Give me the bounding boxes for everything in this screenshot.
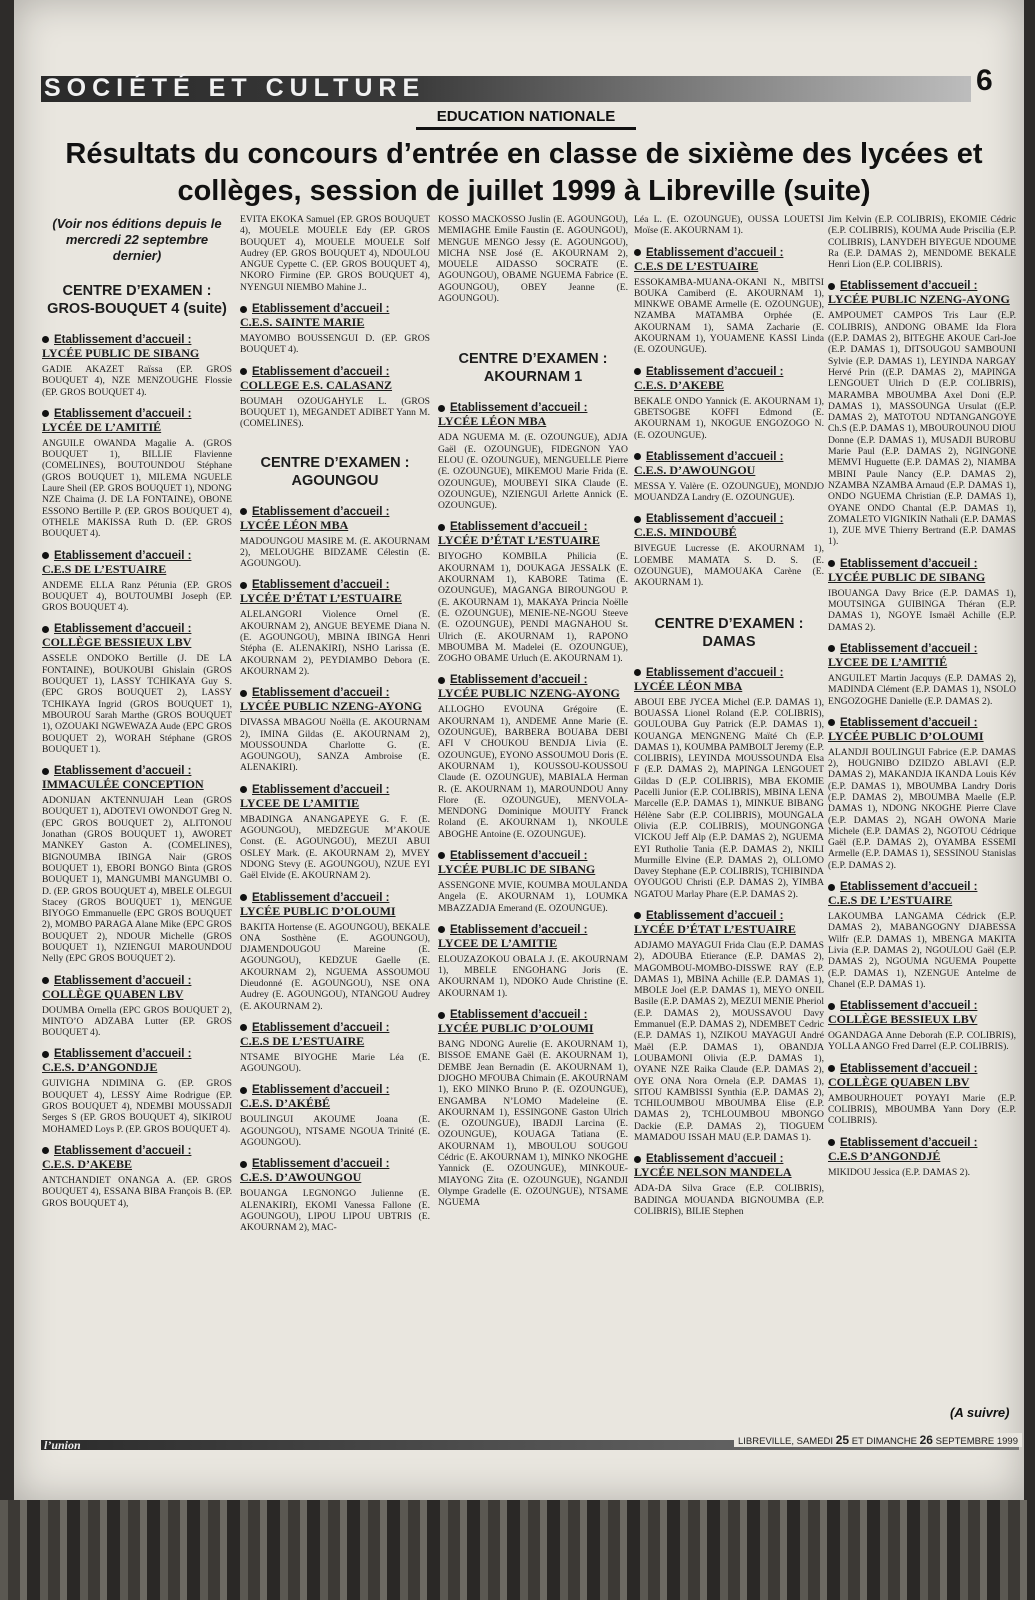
school-name: LYCÉE D’ÉTAT L’ESTUAIRE (438, 533, 600, 548)
names-paragraph: KOSSO MACKOSSO Juslin (E. AGOUNGOU), MEMIAGHE Emile Faustin (E. AGOUNGOU), MENGUE MENGO Jessy (E. AGOUNGOU), MICHA NSE José (E. AKOURNAM 2), MOUELE AIDASSO SOCRATE (E. AGOUNGOU), OBAME NGUEMA Fabrice (E. AGOUNGOU), OBEY Jeanne (E. AGOUNGOU). (438, 214, 628, 305)
establishment-label-text: Etablissement d’accueil : (252, 365, 390, 378)
establishment-block (438, 674, 628, 840)
establishment-label-text: Etablissement d’accueil : (54, 974, 192, 987)
student-list: BOULINGUI AKOUME Joana (E. AGOUNGOU), NTSAME NGOUA Trinité (E. AGOUNGOU). (240, 1114, 430, 1149)
section-title: SOCIÉTÉ ET CULTURE (44, 74, 426, 102)
newspaper-name: l’union (44, 1438, 81, 1452)
headline: Résultats du concours d’entrée en classe de sixième des lycées et collèges, session de juillet 1999 à Libreville (suite) (65, 138, 983, 207)
establishment-block (828, 1137, 1016, 1178)
bullet-icon (240, 894, 247, 901)
establishment-label (42, 550, 232, 563)
establishment-label-text: Etablissement d’accueil : (840, 1136, 978, 1149)
establishment-block (42, 765, 232, 964)
student-list: BANG NDONG Aurelie (E. AKOURNAM 1), BISSOE EMANE Gaël (E. AKOURNAM 1), DEMBE Jean Bernadin (E. AKOURNAM 1), DJOGHO MFOUBA Chimain (E. AKOURNAM 1), EKO MINKO Bruno P. (E. OZOUNGUE), ENGAMBA N’LOMO Madeleine (E. AKOURNAM 1), ESSINGONE Gaston Ulrich (E. OZOUNGUE), IBADJI Larcina (E. OZOUNGUE), KOUAGA Tatiana (E. AKOURNAM 1), MBOULOU SOUGOU Cédric (E. AKOURNAM 1), MINKO NKOGHE Yannick (E. OZOUNGUE), MINKOUE-MIAYONG Zita (E. OZOUNGUE), NGANDJI Olympe Gradelle (E. OZOUNGUE), NTSAME NGUEMA (438, 1039, 628, 1209)
establishment-label (634, 667, 824, 680)
school-name: C.E.S. D’ANGONDJE (42, 1060, 158, 1075)
bullet-icon (240, 1024, 247, 1031)
student-list: OGANDAGA Anne Deborah (E.P. COLIBRIS), YOLLA ANGO Fred Darrel (E.P. COLIBRIS). (828, 1030, 1016, 1053)
school-name: LYCÉE LÉON MBA (634, 678, 743, 693)
establishment-block (438, 924, 628, 999)
establishment-block (438, 521, 628, 664)
establishment-block (42, 1145, 232, 1209)
school-name: LYCÉE PUBLIC DE SIBANG (828, 569, 986, 584)
establishment-block (240, 1158, 430, 1233)
student-list: ADA NGUEMA M. (E. OZOUNGUE), ADJA Gaël (E. OZOUNGUE), FIDEGNON YAO ELOU (E. OZOUNGUE), MENGUELLE Pierre (E. OZOUNGUE), MIKEMOU Marie Frida (E. OZOUNGUE), MOUBEYI SIKA Claude (E. OZOUNGUE), NZIENGUI Arlette Annick (E. OZOUNGUE). (438, 432, 628, 512)
date-day-2: 26 (919, 1433, 933, 1447)
bullet-icon (240, 306, 247, 313)
student-list: MADOUNGOU MASIRE M. (E. AKOURNAM 2), MELOUGHE BIDZAME Célestin (E. AGOUNGOU). (240, 535, 430, 570)
establishment-block (634, 667, 824, 900)
establishment-label-text: Etablissement d’accueil : (252, 1158, 390, 1171)
establishment-block (42, 1048, 232, 1134)
student-list: ALELANGORI Violence Ornel (E. AKOURNAM 2), ANGUE BEYEME Diana N. (E. AGOUNGOU), MBINA IBINGA Henri Stépha (E. ALENAKIRI), NSHO Larissa (E. AKOURNAM 2), PEYDIAMBO Debora (E. AKOURNAM 2). (240, 609, 430, 677)
student-list: DIVASSA MBAGOU Noëlla (E. AKOURNAM 2), IMINA Gildas (E. AKOURNAM 2), MOUSSOUNDA Charlotte G. (E. AGOUNGOU), SANZA Ambroise (E. ALENAKIRI). (240, 717, 430, 774)
establishment-block (634, 1153, 824, 1217)
school-name: C.E.S DE L’ESTUAIRE (240, 1033, 365, 1048)
establishment-label (240, 784, 430, 797)
student-list: MIKIDOU Jessica (E.P. DAMAS 2). (828, 1166, 971, 1178)
student-list: AMBOURHOUET POYAYI Marie (E.P. COLIBRIS), MBOUMBA Yann Dory (E.P. COLIBRIS). (828, 1092, 1016, 1127)
bullet-icon (634, 249, 641, 256)
student-list: BIYOGHO KOMBILA Philicia (E. AKOURNAM 1), DOUKAGA JESSALK (E. AKOURNAM 1), KABORE Tatima (E. OZOUNGUE), MAGANGA BIROUNGOU P. (E. AKOURNAM 1), MAKAYA Princia Noëlle (E. OZOUNGUE), MENIE-NE-NGOU Steeve (E. OZOUNGUE), PENDI MAGNAHOU St. Ulrich (E. AKOURNAM 1), RAPONO MBOUMBA M. Madelei (E. OZOUNGUE), ZOGHO OBAME Urluch (E. AKOURNAM 1). (438, 551, 628, 665)
school-name: C.E.S. SAINTE MARIE (240, 315, 365, 330)
student-list: AMPOUMET CAMPOS Tris Laur (E.P. COLIBRIS), ANDONG OBAME Ida Flora ((E.P. DAMAS 2), BITEGHE AKOUE Carl-Joe (E.P. DAMAS 1), DITSOUGOU SAMBOUNI Sylvie (E.P. DAMAS 1), LEYINDA NARGAY Hervé Prin ((E.P. DAMAS 2), MAPINGA LENGOUET Ulrich D (E.P. COLIBRIS), MARAMBA MBOUMBA Axel Doni (E.P. DAMAS 1), MASSOUNGA Ursulat ((E.P. DAMAS 2), MATOTOU NDTANGANGOYE Ch.S (E.P. DAMAS 1), MBOUROUNOU DIOU Donne (E.P. DAMAS 1), MUSADJI BUROBU Marie Paul (E.P. DAMAS 2), NGINGONE MEMVI Huguette (E.P. DAMAS 2), NIAMBA MBINI Paule Nancy (E.P. DAMAS 2), NZAMBA NZAMBA Arnaud (E.P. DAMAS 1), ONDO NGUEMA Christian (E.P. DAMAS 1), OYANE ONDO Chantal (E.P. DAMAS 1), ZOMALETO VIGNIKIN Nathali (E.P. DAMAS 1), ZUE MVE Thierry Bertrand (E.P. DAMAS 1). (828, 310, 1016, 548)
school-name: C.E.S DE L’ESTUAIRE (634, 258, 759, 273)
block-list (240, 506, 430, 1234)
establishment-label-text: Etablissement d’accueil : (252, 579, 390, 592)
student-list: ESSOKAMBA-MUANA-OKANI N., MBITSI BOUKA Camiberd (E. AKOURNAM 1), MINKWE OBAME Armelle (E. OZOUNGUE), NZAMBA MATAMBA Orphée (E. AKOURNAM 1), SAMA Zacharie (E. AKOURNAM 1), YOUAMENE KASSI Linda (E. OZOUNGUE). (634, 276, 824, 356)
student-list: MBADINGA ANANGAPEYE G. F. (E. AGOUNGOU), MEDZEGUE M’AKOUE Const. (E. AGOUNGOU), MEZUI ABUI OSLEY Mark. (E. AKOURNAM 2), MVEY NDONG Stevy (E. AGOUNGOU), NZUE EYI Gaël Elvide (E. AKOURNAM 2). (240, 813, 430, 882)
school-name: C.E.S DE L’ESTUAIRE (828, 893, 953, 908)
establishment-block (42, 975, 232, 1039)
establishment-block (634, 910, 824, 1143)
school-name: C.E.S D’ANGONDJÉ (828, 1148, 941, 1163)
establishment-block (634, 366, 824, 441)
bullet-icon (634, 912, 641, 919)
establishment-block (828, 643, 1016, 707)
bullet-icon (42, 977, 49, 984)
establishment-label-text: Etablissement d’accueil : (252, 687, 390, 700)
student-list: MAYOMBO BOUSSENGUI D. (EP. GROS BOUQUET 4). (240, 333, 430, 356)
bullet-icon (42, 1051, 49, 1058)
student-list: ASSELE ONDOKO Bertille (J. DE LA FONTAINE), BOUKOUBI Ghislain (GROS BOUQUET 1), LASSY TCHIKAYA Guy S. (EPC GROS BOUQUET 2), LASSY TCHIKAYA Ingrid (GROS BOUQUET 1), MBOUROU Sarah Marthe (GROS BOUQUET 1), OZOUAKI NGWEWAZA Aude (EPC GROS BOUQUET 2), WORAH Stéphane (GROS BOUQUET 1). (42, 653, 232, 755)
establishment-label (828, 643, 1016, 656)
student-list: DOUMBA Ornella (EPC GROS BOUQUET 2), MINTO’O ADZABA Lutter (EP. GROS BOUQUET 4). (42, 1004, 232, 1039)
bullet-icon (828, 1003, 835, 1010)
establishment-label-text: Etablissement d’accueil : (54, 623, 192, 636)
school-name: COLLÈGE QUABEN LBV (828, 1074, 970, 1089)
establishment-block (634, 513, 824, 588)
establishment-block (240, 303, 430, 356)
school-name: LYCÉE PUBLIC DE SIBANG (42, 346, 200, 360)
establishment-label-text: Etablissement d’accueil : (54, 407, 192, 420)
establishment-label-text: Etablissement d’accueil : (54, 1048, 192, 1061)
school-name: LYCEE DE L’AMITIE (240, 795, 360, 810)
establishment-label-text: Etablissement d’accueil : (54, 549, 192, 562)
establishment-label-text: Etablissement d’accueil : (54, 1144, 192, 1157)
to-be-continued: (A suivre) (950, 1405, 1010, 1420)
school-name: C.E.S. D’AWOUNGOU (240, 1170, 362, 1185)
establishment-block (240, 579, 430, 677)
names-paragraph: Jim Kelvin (E.P. COLIBRIS), EKOMIE Cédric (E.P. COLIBRIS), KOUMA Aude Priscilia (E.P. COLIBRIS), LANYDEH BIYEGUE NDOUME Ra (E.P. DAMAS 2), MENDOME BEKALE Henri Lion (E.P. COLIBRIS). (828, 214, 1016, 271)
establishment-label (240, 1022, 430, 1035)
establishment-block (42, 550, 232, 614)
establishment-block (240, 1084, 430, 1148)
establishment-block (438, 850, 628, 914)
establishment-block (42, 334, 232, 398)
student-list: ALLOGHO EVOUNA Grégoire (E. AKOURNAM 1), ANDEME Anne Marie (E. OZOUNGUE), BARBERA BOUABA DEBI AFI V CHOUKOU BENDJA Livia (E. OZOUNGUE), EYONO ASSOUMOU Doris (E. AKOURNAM 1), KOUSSOU-KOUSSOU Claude (E. OZOUNGUE), MABIALA Herman R. (E. AKOURNAM 1), MAROUNDOU Anny Flore (E. OZOUNGUE), MENVOLA-MENDONG Dominique MOUITY Franck Roland (E. AKOURNAM 1), NKOULE ABOGHE Antoine (E. OZOUNGUE). (438, 704, 628, 840)
establishment-label (42, 1145, 232, 1158)
establishment-label-text: Etablissement d’accueil : (840, 881, 978, 894)
school-name: COLLÈGE BESSIEUX LBV (42, 635, 192, 650)
establishment-label-text: Etablissement d’accueil : (450, 402, 588, 415)
establishment-label (828, 717, 1016, 730)
block-list (240, 303, 430, 429)
student-list: ELOUZAZOKOU OBALA J. (E. AKOURNAM 1), MBELE ENGOHANG Joris (E. AKOURNAM 1), NDOKO Aude Christine (E. AKOURNAM 1). (438, 953, 628, 999)
bullet-icon (438, 677, 445, 684)
establishment-label-text: Etablissement d’accueil : (840, 1000, 978, 1013)
student-list: BAKITA Hortense (E. AGOUNGOU), BEKALE ONA Sosthène (E. AGOUNGOU), DJAMENDOUGOU Mareine (E. AGOUNGOU), KEDZUE Gaelle (E. AKOURNAM 2), NGUEMA ASSOUMOU Dieudonné (E. AGOUNGOU), NSE ONA Audrey (E. AGOUNGOU), NTANGOU Audrey (E. AKOURNAM 2). (240, 921, 430, 1012)
bullet-icon (42, 552, 49, 559)
establishment-label-text: Etablissement d’accueil : (450, 849, 588, 862)
establishment-block (240, 1022, 430, 1075)
school-name: COLLÈGE QUABEN LBV (42, 986, 184, 1001)
establishment-label-text: Etablissement d’accueil : (252, 303, 390, 316)
bullet-icon (42, 410, 49, 417)
exam-centre-heading: CENTRE D’EXAMEN : AKOURNAM 1 (458, 351, 608, 386)
school-name: LYCÉE LÉON MBA (240, 517, 349, 532)
date-mid: ET DIMANCHE (851, 1436, 917, 1447)
establishment-label (634, 247, 824, 260)
school-name: LYCÉE NELSON MANDELA (634, 1165, 792, 1180)
bullet-icon (634, 516, 641, 523)
block-list (634, 667, 824, 1218)
background-strip (0, 1500, 1035, 1600)
school-name: LYCÉE DE L’AMITIÉ (42, 419, 162, 434)
school-name: LYCEE DE L’AMITIÉ (828, 654, 948, 669)
bullet-icon (42, 626, 49, 633)
column-3 (438, 214, 628, 1211)
names-paragraph: EVITA EKOKA Samuel (EP. GROS BOUQUET 4), MOUELE MOUELE Edy (EP. GROS BOUQUET 4), MOUELE MOUELE Solf Audrey (EP. GROS BOUQUET 4), NDOULOU ANGUE Cypette C. (EP. GROS BOUQUET 4), NKORO Firmine (EP. GROS BOUQUET 4), NYENGUI NIEMBO Mahine J.. (240, 214, 430, 293)
establishment-label-text: Etablissement d’accueil : (252, 1084, 390, 1097)
establishment-label-text: Etablissement d’accueil : (840, 280, 978, 293)
establishment-label (828, 1063, 1016, 1076)
establishment-label (438, 924, 628, 937)
establishment-label-text: Etablissement d’accueil : (646, 513, 784, 526)
bullet-icon (438, 852, 445, 859)
school-name: LYCÉE LÉON MBA (438, 414, 547, 429)
bullet-icon (240, 786, 247, 793)
establishment-label-text: Etablissement d’accueil : (252, 1021, 390, 1034)
school-name: COLLÈGE BESSIEUX LBV (828, 1012, 978, 1027)
student-list: BOUMAH OZOUGAHYLE L. (GROS BOUQUET 1), MEGANDET ADIBET Yann M. (COMELINES). (240, 395, 430, 430)
establishment-block (828, 881, 1016, 990)
establishment-label (240, 892, 430, 905)
student-list: ANGUILE OWANDA Magalie A. (GROS BOUQUET 1), BILLIE Flavienne (COMELINES), BOUTOUNDOU Stéphane (GROS BOUQUET 1), MILEMA NGUELE Laure Sheil (EP. GROS BOUQUET 1), NDONG NZE Chaima (J. DE LA FONTAINE), OBONE ESSONO Bertille P. (EP. GROS BOUQUET 4), OTHELE MAKISSA Ruth D. (EP. GROS BOUQUET 4). (42, 437, 232, 540)
establishment-label (828, 1137, 1016, 1150)
page-number: 6 (976, 64, 993, 97)
establishment-label-text: Etablissement d’accueil : (450, 1009, 588, 1022)
establishment-label-text: Etablissement d’accueil : (252, 505, 390, 518)
establishment-block (438, 1009, 628, 1208)
exam-centre-heading: CENTRE D’EXAMEN : GROS-BOUQUET 4 (suite) (47, 283, 227, 317)
exam-centre-heading: CENTRE D’EXAMEN : DAMAS (654, 615, 804, 650)
bullet-icon (828, 283, 835, 290)
student-list: BIVEGUE Lucresse (E. AKOURNAM 1), LOEMBE MAMATA S. D. S. (E. OZOUNGUE), MAMOUAKA Carène (E. AKOURNAM 1). (634, 543, 824, 589)
block-list (438, 402, 628, 1208)
bullet-icon (634, 368, 641, 375)
establishment-block (828, 280, 1016, 547)
school-name: LYCÉE PUBLIC NZENG-AYONG (828, 292, 1010, 307)
bullet-icon (828, 645, 835, 652)
establishment-label-text: Etablissement d’accueil : (646, 246, 784, 259)
establishment-block (42, 408, 232, 540)
bullet-icon (240, 582, 247, 589)
establishment-block (438, 402, 628, 511)
establishment-label-text: Etablissement d’accueil : (646, 365, 784, 378)
establishment-block (240, 366, 430, 430)
establishment-block (240, 784, 430, 882)
student-list: ANDEME ELLA Ranz Pétunia (EP. GROS BOUQUET 4), BOUTOUMBI Joseph (EP. GROS BOUQUET 4). (42, 579, 232, 614)
establishment-label-text: Etablissement d’accueil : (646, 1153, 784, 1166)
issue-date (734, 1433, 1022, 1447)
student-list: ADJAMO MAYAGUI Frida Clau (E.P. DAMAS 2), ADOUBA Etierance (E.P. DAMAS 2), MAGOMBOU-MOMBO-DISSWE RAY (E.P. DAMAS 1), MBINA Achille (E.P. DAMAS 1), MBOLE Joel (E.P. DAMAS 1), MEYO ONEIL Basile (E.P. DAMAS 2), MEZUI MENIE Pheriol (E.P. DAMAS 2), MOUSSAVOU Davy Emmanuel (E.P. DAMAS 2), NDEMBET Cedric (E.P. DAMAS 1), NZIKOU MAYAGUI André Maël (E.P. DAMAS 1), OBANDJA LOUBAMONI Olivia (E.P. DAMAS 1), OYANE NZE Raika Claude (E.P. DAMAS 2), OYE ONA Nora Ornela (E.P. DAMAS 1), SITOU KAMBISSI Synthia (E.P. DAMAS 2), TCHILOUMBOU MBOUMBA Elise (E.P. DAMAS 2), TCHLOUMBOU MBONGO Dackie (E.P. DAMAS 2), TIOGUEM MAMADOU ISSAH MAU (E.P. DAMAS 1). (634, 939, 824, 1144)
establishment-block (42, 623, 232, 755)
bullet-icon (828, 719, 835, 726)
editions-note: (Voir nos éditions depuis le mercredi 22 septembre dernier) (52, 216, 222, 263)
student-list: GADIE AKAZET Raïssa (EP. GROS BOUQUET 4), NZE MENZOUGHE Flossie (EP. GROS BOUQUET 4). (42, 364, 232, 398)
student-list: ANGUILET Martin Jacquys (E.P. DAMAS 2), MADINDA Clément (E.P. DAMAS 1), NSOLO ENGOZOGHE Danielle (E.P. DAMAS 2). (828, 672, 1016, 707)
student-list: ASSENGONE MVIE, KOUMBA MOULANDA Angela (E. AKOURNAM 1), LOUMKA MBAZZADJA Emerand (E. OZOUNGUE). (438, 879, 628, 914)
school-name: C.E.S. D’AKÉBÉ (240, 1096, 331, 1111)
school-name: LYCÉE PUBLIC NZENG-AYONG (438, 686, 620, 701)
bullet-icon (240, 690, 247, 697)
bullet-icon (438, 524, 445, 531)
establishment-block (828, 717, 1016, 871)
school-name: C.E.S DE L’ESTUAIRE (42, 561, 167, 576)
column-2 (240, 214, 430, 1236)
establishment-label-text: Etablissement d’accueil : (252, 783, 390, 796)
establishment-label (634, 451, 824, 464)
school-name: LYCÉE D’ÉTAT L’ESTUAIRE (634, 921, 796, 936)
bullet-icon (42, 768, 49, 775)
bullet-icon (634, 669, 641, 676)
school-name: LYCÉE PUBLIC DE SIBANG (438, 861, 596, 876)
bullet-icon (438, 405, 445, 412)
school-name: IMMACULÉE CONCEPTION (42, 777, 204, 792)
school-name: C.E.S. MINDOUBÉ (634, 525, 737, 540)
date-day-1: 25 (835, 1433, 850, 1447)
establishment-block (828, 1000, 1016, 1053)
column-4 (634, 214, 824, 1219)
establishment-block (240, 687, 430, 773)
bullet-icon (438, 1012, 445, 1019)
school-name: C.E.S. D’AWOUNGOU (634, 462, 756, 477)
student-list: IBOUANGA Davy Brice (E.P. DAMAS 1), MOUTSINGA GUIBINGA Théran (E.P. DAMAS 1), NGOYE Ismaël Achille (E.P. DAMAS 2). (828, 587, 1016, 633)
bullet-icon (634, 453, 641, 460)
establishment-label-text: Etablissement d’accueil : (646, 450, 784, 463)
rubric-label: EDUCATION NATIONALE (416, 108, 636, 130)
establishment-label-text: Etablissement d’accueil : (252, 891, 390, 904)
school-name: LYCÉE D’ÉTAT L’ESTUAIRE (240, 591, 402, 606)
block-list (42, 334, 232, 1209)
student-list: ALANDJI BOULINGUI Fabrice (E.P. DAMAS 2), HOUGNIBO DZIDZO ABLAVI (E.P. DAMAS 2), MAKANDJA IKANDA Louis Kév (E.P. DAMAS 1), MBOUMBA Landry Doris (E.P. DAMAS 2), MBOUMBA Maelle (E.P. DAMAS 1), NDONG NKOGHE Pierre Clave (E.P. DAMAS 2), NGAH OWONA Marie Michele (E.P. DAMAS 2), NGOTOU Cédrique Gaël (E.P. DAMAS 2), OYAMBA ESSEMI Armelle (E.P. DAMAS 1), SESSINOU Stanislas (E.P. DAMAS 2). (828, 746, 1016, 871)
block-list (828, 280, 1016, 1177)
student-list: ABOUI EBE JYCEA Michel (E.P. DAMAS 1), BOUASSA Lionel Roland (E.P. COLIBRIS), GOULOUBA Guy Patrick (E.P. DAMAS 1), KOUANGA MENGNENG Maïté Ch (E.P. DAMAS 1), KOUMBA PAMBOLT Jeremy (E.P. COLIBRIS), LEYINDA MOUSSOUNDA Elsa F (E.P. DAMAS 2), MAPINGA LENGOUET Gildas D (E.P. COLIBRIS), MBA EKOMIE Pacelli Junior (E.P. COLIBRIS), MBINA LENA Marcelle (E.P. DAMAS 1), MINKUE BIBANG Hélène Sabr (E.P. COLIBRIS), MOUNGALA Olivia (E.P. COLIBRIS), MOUNGONGA VICKOU Jeff Alp (E.P. DAMAS 2), NGUEMA EYI Rutholie Tania (E.P. DAMAS 2), NKILI Murmille Elvine (E.P. DAMAS 2), OLLOMO Davey Stephane (E.P. COLIBRIS), TCHIBINDA OYOUGOU Christi (E.P. DAMAS 2), YIMBA NGATOU Marlay Phare (E.P. DAMAS 2). (634, 696, 824, 900)
school-name: LYCÉE PUBLIC D’OLOUMI (438, 1021, 594, 1036)
establishment-label-text: Etablissement d’accueil : (646, 666, 784, 679)
establishment-label-text: Etablissement d’accueil : (54, 334, 192, 346)
establishment-label-text: Etablissement d’accueil : (450, 521, 588, 534)
student-list: GUIVIGHA NDIMINA G. (EP. GROS BOUQUET 4), LESSY Aime Rodrigue (EP. GROS BOUQUET 4), NDEMBI MOUSSADJI Serges S (EP. GROS BOUQUET 4), SIKIROU MOHAMED Loys P. (EP. GROS BOUQUET 4). (42, 1078, 232, 1135)
student-list: NTSAME BIYOGHE Marie Léa (E. AGOUNGOU). (240, 1051, 430, 1075)
exam-centre-heading: CENTRE D’EXAMEN : AGOUNGOU (260, 454, 410, 489)
establishment-label (42, 408, 232, 421)
establishment-label (828, 558, 1016, 571)
establishment-label-text: Etablissement d’accueil : (840, 1062, 978, 1075)
bullet-icon (240, 368, 247, 375)
bullet-icon (240, 508, 247, 515)
bullet-icon (828, 560, 835, 567)
student-list: MESSA Y. Valère (E. OZOUNGUE), MONDJO MOUANDZA Landry (E. OZOUNGUE). (634, 480, 824, 504)
bullet-icon (828, 884, 835, 891)
establishment-block (634, 247, 824, 356)
establishment-label (240, 506, 430, 519)
establishment-label-text: Etablissement d’accueil : (840, 642, 978, 655)
bullet-icon (828, 1139, 835, 1146)
establishment-block (828, 1063, 1016, 1127)
school-name: COLLEGE E.S. CALASANZ (240, 377, 393, 392)
establishment-block (828, 558, 1016, 633)
school-name: LYCÉE PUBLIC D’OLOUMI (240, 903, 396, 918)
student-list: ADA-DA Silva Grace (E.P. COLIBRIS), BADINGA MOUANDA BIGNOUMBA (E.P. COLIBRIS), BILIE Stephen (634, 1183, 824, 1217)
bullet-icon (438, 926, 445, 933)
bullet-icon (42, 336, 49, 343)
establishment-label-text: Etablissement d’accueil : (450, 923, 588, 936)
date-suffix: SEPTEMBRE 1999 (935, 1436, 1018, 1447)
establishment-label-text: Etablissement d’accueil : (646, 909, 784, 922)
establishment-label (240, 366, 430, 379)
student-list: ANTCHANDIET ONANGA A. (EP. GROS BOUQUET 4), ESSANA BIBA François B. (EP. GROS BOUQUET 4), (42, 1174, 232, 1209)
establishment-label (634, 366, 824, 379)
school-name: LYCÉE PUBLIC NZENG-AYONG (240, 699, 422, 714)
establishment-block (240, 506, 430, 570)
bullet-icon (634, 1156, 641, 1163)
block-list (634, 247, 824, 589)
column-5 (828, 214, 1016, 1180)
school-name: C.E.S. D’AKEBE (42, 1156, 133, 1171)
school-name: LYCÉE PUBLIC D’OLOUMI (828, 728, 984, 743)
establishment-block (240, 892, 430, 1012)
school-name: LYCEE DE L’AMITIE (438, 935, 558, 950)
bullet-icon (240, 1087, 247, 1094)
names-paragraph: Léa L. (E. OZOUNGUE), OUSSA LOUETSI Moïse (E. AKOURNAM 1). (634, 214, 824, 237)
bullet-icon (42, 1147, 49, 1154)
establishment-label-text: Etablissement d’accueil : (840, 557, 978, 570)
establishment-label-text: Etablissement d’accueil : (450, 674, 588, 687)
date-prefix: LIBREVILLE, SAMEDI (738, 1436, 834, 1447)
school-name: C.E.S. D’AKEBE (634, 377, 725, 392)
newspaper-page (14, 0, 1024, 1500)
student-list: BEKALE ONDO Yannick (E. AKOURNAM 1), GBETSOGBE KOFFI Edmond (E. AKOURNAM 1), NKOGUE ENGOZOGO N. (E. OZOUNGUE). (634, 395, 824, 441)
student-list: ADONIJAN AKTENNUJAH Lean (GROS BOUQUET 1), ADOTEVI OWONDOT Greg N. (EPC GROS BOUQUET 2), ALITONOU Jonathan (GROS BOUQUET 1), AWORET MANKEY Gaston A. (COMELINES), BIGNOUMBA IBINGA Nair (GROS BOUQUET 1), EBORI BONGO Binta (GROS BOUQUET 1), MANGUMBI MANGUMBI O. D. (EP. GROS BOUQUET 4), MBELE OLEGUI Stacey (GROS BOUQUET 1), MENGUE BIYOGO Emmanuelle (EPC GROS BOUQUET 2), MOMBO PARAGA Alane Mike (EPC GROS BOUQUET 2), NDOUR Michelle (GROS BOUQUET 1), NZIENGUI MAROUNDOU Nelly (EPC GROS BOUQUET 2). (42, 795, 232, 965)
establishment-block (634, 451, 824, 504)
establishment-label-text: Etablissement d’accueil : (840, 716, 978, 729)
student-list: BOUANGA LEGNONGO Julienne (E. ALENAKIRI), EKOMI Vanessa Fallone (E. AGOUNGOU), LIPOU LIPOU UBTRIS (E. AKOURNAM 2), MAC- (240, 1188, 430, 1234)
bullet-icon (240, 1161, 247, 1168)
establishment-label-text: Etablissement d’accueil : (54, 765, 192, 778)
establishment-label (42, 975, 232, 988)
column-1 (42, 214, 232, 1211)
bullet-icon (828, 1065, 835, 1072)
student-list: LAKOUMBA LANGAMA Cédrick (E.P. DAMAS 2), MABANGOGNY DJABESSA Wilfr (E.P. DAMAS 1), MBENGA MAKITA Livia (E.P. DAMAS 2), NGOULOU Gaël (E.P. DAMAS 2), NGOUMA NGUEMA Poupette (E.P. DAMAS 1), NZENGUE Antelme de Chanel (E.P. DAMAS 1). (828, 911, 1016, 990)
